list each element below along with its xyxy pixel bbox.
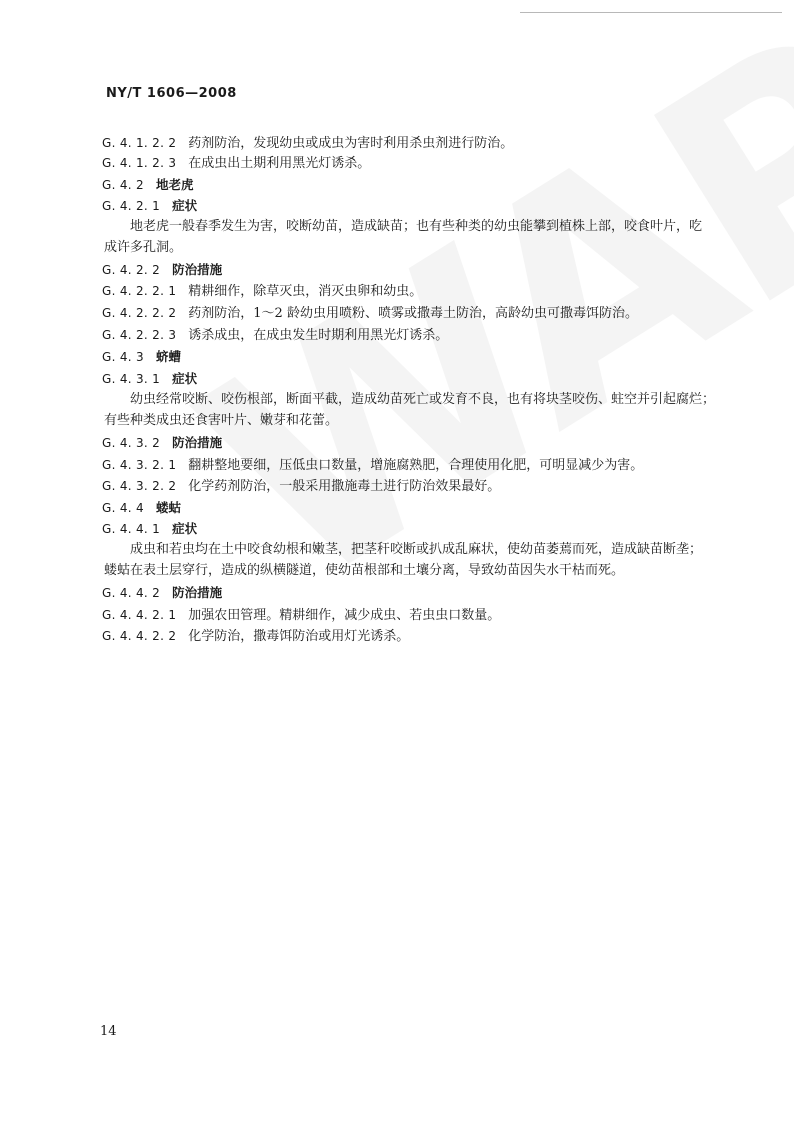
clause-text: 诱杀成虫，在成虫发生时期利用黑光灯诱杀。 xyxy=(188,328,449,343)
clause-text: 症状 xyxy=(172,371,198,386)
clause-number: G. 4. 2. 1 xyxy=(102,199,161,213)
paragraph-line xyxy=(130,391,715,409)
clause-text: 成许多孔洞。 xyxy=(104,240,183,255)
paragraph-line xyxy=(130,541,702,559)
clause-number: G. 4. 3. 2. 2 xyxy=(102,479,177,493)
clause-number: G. 4. 3 xyxy=(102,350,144,364)
clause-number: G. 4. 2. 2. 3 xyxy=(102,328,177,342)
clause-text: 加强农田管理。精耕细作，减少成虫、若虫虫口数量。 xyxy=(188,608,501,623)
clause-text: 药剂防治，1～2 龄幼虫用喷粉、喷雾或撒毒土防治，高龄幼虫可撒毒饵防治。 xyxy=(188,306,638,321)
clause-text: 防治措施 xyxy=(172,262,223,277)
clause-text: 幼虫经常咬断、咬伤根部，断面平截，造成幼苗死亡或发育不良，也有将块茎咬伤、蛀空并引起腐烂； xyxy=(130,392,716,407)
paragraph-line xyxy=(104,412,338,430)
clause-number: G. 4. 3. 2. 1 xyxy=(102,458,177,472)
clause-item xyxy=(102,326,448,345)
clause-text: 症状 xyxy=(172,521,198,536)
clause-number: G. 4. 4 xyxy=(102,501,144,515)
section-heading xyxy=(102,499,181,518)
top-border-line xyxy=(520,12,782,13)
clause-number: G. 4. 4. 2. 1 xyxy=(102,608,177,622)
clause-number: G. 4. 3. 1 xyxy=(102,372,161,386)
section-heading xyxy=(102,434,222,453)
clause-text: 翻耕整地要细，压低虫口数量，增施腐熟肥，合理使用化肥，可明显减少为害。 xyxy=(188,458,644,473)
clause-text: 症状 xyxy=(172,198,198,213)
clause-text: 地老虎一般春季发生为害，咬断幼苗，造成缺苗；也有些种类的幼虫能攀到植株上部，咬食叶片，吃 xyxy=(130,219,703,234)
standard-id-header: NY/T 1606—2008 xyxy=(106,86,237,101)
clause-number: G. 4. 2. 2. 1 xyxy=(102,284,177,298)
clause-text: 精耕细作，除草灭虫，消灭虫卵和幼虫。 xyxy=(188,284,423,299)
clause-text: 有些种类成虫还食害叶片、嫩芽和花蕾。 xyxy=(104,413,339,428)
clause-item xyxy=(102,456,643,475)
clause-number: G. 4. 2. 2 xyxy=(102,263,161,277)
clause-item xyxy=(102,154,370,173)
clause-text: 地老虎 xyxy=(155,177,194,192)
section-heading xyxy=(102,370,197,389)
section-heading xyxy=(102,176,193,195)
clause-item xyxy=(102,606,500,625)
clause-text: 蛴螬 xyxy=(155,349,181,364)
clause-number: G. 4. 1. 2. 2 xyxy=(102,136,177,150)
clause-text: 在成虫出土期利用黑光灯诱杀。 xyxy=(188,156,371,171)
clause-number: G. 4. 4. 2. 2 xyxy=(102,629,177,643)
clause-text: 化学药剂防治，一般采用撒施毒土进行防治效果最好。 xyxy=(188,479,501,494)
clause-text: 防治措施 xyxy=(172,585,223,600)
clause-item xyxy=(102,134,513,153)
clause-item xyxy=(102,477,500,496)
clause-item xyxy=(102,282,422,301)
clause-item xyxy=(102,304,638,323)
clause-text: 药剂防治，发现幼虫或成虫为害时利用杀虫剂进行防治。 xyxy=(188,136,514,151)
clause-number: G. 4. 2. 2. 2 xyxy=(102,306,177,320)
paragraph-line xyxy=(104,562,624,580)
clause-text: 蝼蛄 xyxy=(155,500,181,515)
clause-text: 蝼蛄在表土层穿行，造成的纵横隧道，使幼苗根部和土壤分离，导致幼苗因失水干枯而死。 xyxy=(104,563,625,578)
clause-text: 防治措施 xyxy=(172,435,223,450)
clause-item xyxy=(102,627,409,646)
clause-text: 化学防治，撒毒饵防治或用灯光诱杀。 xyxy=(188,629,410,644)
page-number: 14 xyxy=(100,1024,117,1039)
section-heading xyxy=(102,197,197,216)
section-heading xyxy=(102,261,222,280)
clause-number: G. 4. 1. 2. 3 xyxy=(102,156,177,170)
clause-number: G. 4. 3. 2 xyxy=(102,436,161,450)
section-heading xyxy=(102,520,197,539)
clause-number: G. 4. 4. 2 xyxy=(102,586,161,600)
clause-number: G. 4. 2 xyxy=(102,178,144,192)
paragraph-line xyxy=(104,239,182,257)
section-heading xyxy=(102,348,181,367)
paragraph-line xyxy=(130,218,702,236)
clause-text: 成虫和若虫均在土中咬食幼根和嫩茎，把茎秆咬断或扒成乱麻状，使幼苗萎蔫而死，造成缺苗断垄； xyxy=(130,542,703,557)
clause-number: G. 4. 4. 1 xyxy=(102,522,161,536)
section-heading xyxy=(102,584,222,603)
